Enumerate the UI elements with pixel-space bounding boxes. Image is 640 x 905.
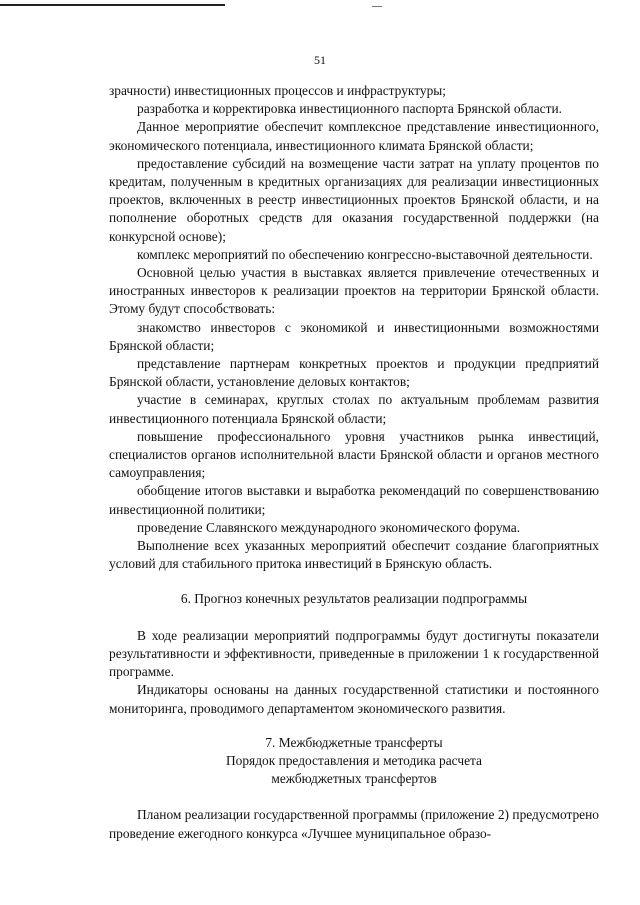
heading-line: 7. Межбюджетные трансферты <box>265 734 443 750</box>
scan-mark <box>372 6 382 7</box>
paragraph: обобщение итогов выставки и выработка рекомендаций по совершенствованию инвестиционной политики; <box>109 483 599 517</box>
section-6-heading: 6. Прогноз конечных результатов реализации подпрограммы <box>180 591 528 607</box>
paragraph: зрачности) инвестиционных процессов и инфраструктуры; <box>109 83 447 98</box>
paragraph: Выполнение всех указанных мероприятий обеспечит создание благоприятных условий для стабильного притока инвестиций в Брянскую область. <box>109 538 599 572</box>
paragraph: Индикаторы основаны на данных государственной статистики и постоянного мониторинга, проводимого департаментом экономического развития. <box>109 682 599 716</box>
paragraph: Основной целью участия в выставках является привлечение отечественных и иностранных инвесторов к реализации проектов на территории Брянской области. Этому будут способствовать: <box>109 265 599 317</box>
paragraph: Данное мероприятие обеспечит комплексное представление инвестиционного, экономического потенциала, инвестиционного климата Брянской области; <box>109 119 599 153</box>
section-7-heading <box>109 734 599 789</box>
paragraph: В ходе реализации мероприятий подпрограммы будут достигнуты показатели результативности и эффективности, приведенные в приложении 1 к государственной программе. <box>109 627 599 680</box>
paragraph: повышение профессионального уровня участников рынка инвестиций, специалистов органов исполнительной власти Брянской области и органов местного самоуправления; <box>109 428 599 481</box>
paragraph: предоставление субсидий на возмещение части затрат на уплату процентов по кредитам, полученным в кредитных организациях для реализации инвестиционных проектов, включенных в реестр инвестиционных проектов Брянской области, и на пополнение оборотных средств для оказания государственной поддержки (на конкурсной основе); <box>109 155 599 244</box>
paragraph: Планом реализации государственной программы (приложение 2) предусмотрено проведение ежегодного конкурса «Лучшее муниципальное образо- <box>109 807 599 841</box>
paragraph: участие в семинарах, круглых столах по актуальным проблемам развития инвестиционного потенциала Брянской области; <box>109 392 599 426</box>
paragraph: проведение Славянского международного экономического форума. <box>137 519 521 535</box>
paragraph: комплекс мероприятий по обеспечению конгрессно-выставочной деятельности. <box>137 246 593 262</box>
page-number: 51 <box>314 53 326 67</box>
paragraph: представление партнерам конкретных проектов и продукции предприятий Брянской области, установление деловых контактов; <box>109 356 599 390</box>
paragraph: знакомство инвесторов с экономикой и инвестиционными возможностями Брянской области; <box>109 319 599 353</box>
document-body <box>109 82 599 843</box>
heading-line: межбюджетных трансфертов <box>271 771 437 787</box>
heading-line: Порядок предоставления и методика расчета <box>225 752 482 768</box>
scan-edge-line <box>0 4 225 6</box>
paragraph: разработка и корректировка инвестиционного паспорта Брянской области. <box>137 101 562 117</box>
